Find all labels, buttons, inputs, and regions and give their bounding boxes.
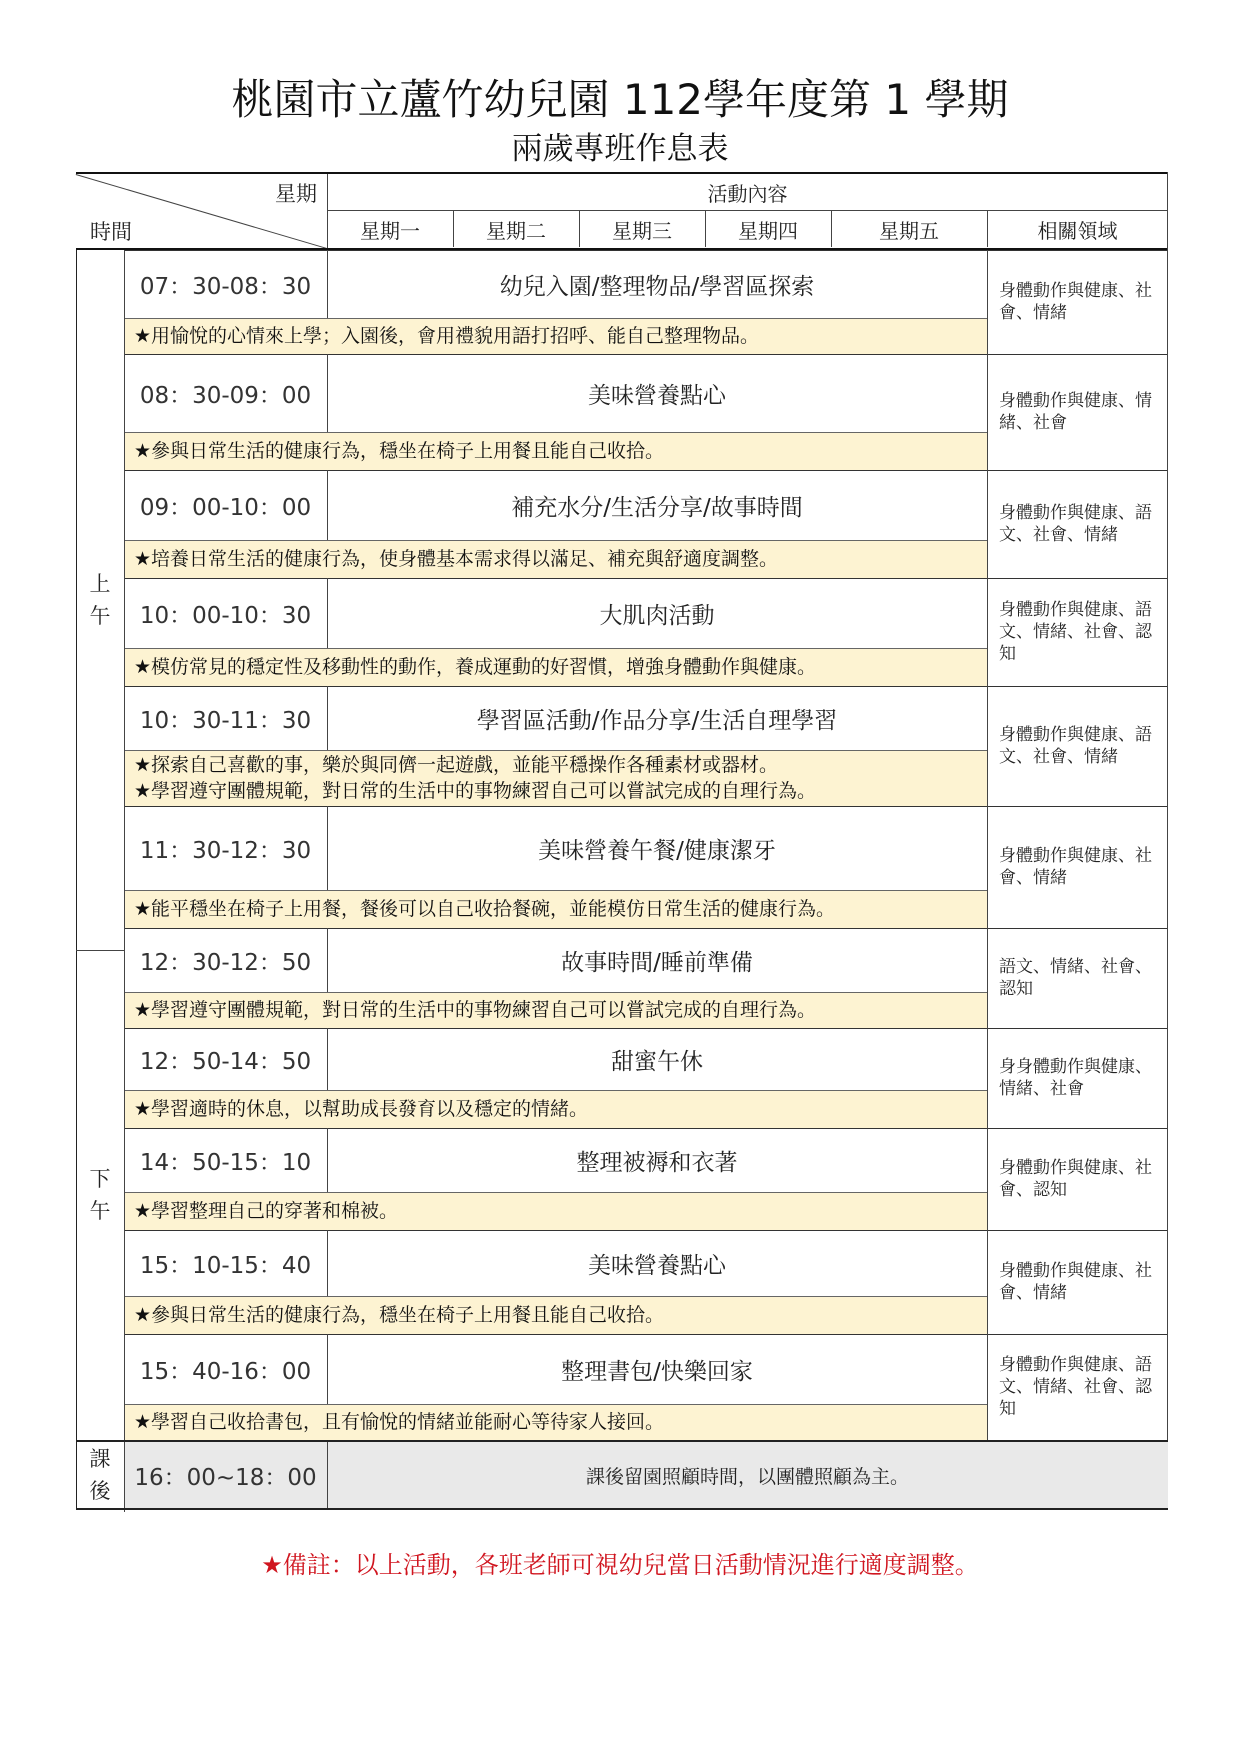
row-note-text: ★能平穩坐在椅子上用餐，餐後可以自己收拾餐碗，並能模仿日常生活的健康行為。 bbox=[134, 898, 836, 920]
time-activity-divider bbox=[327, 354, 328, 432]
row-domain: 身體動作與健康、語文、情緒、社會、認知 bbox=[999, 1355, 1152, 1419]
header-day-2: 星期二 bbox=[486, 218, 546, 243]
note-top-line bbox=[124, 890, 987, 891]
row-top-line bbox=[124, 1230, 1168, 1231]
row-time: 10：30-11：30 bbox=[139, 707, 312, 734]
row-note-text: ★培養日常生活的健康行為，使身體基本需求得以滿足、補充與舒適度調整。 bbox=[134, 548, 779, 570]
row-time: 07：30-08：30 bbox=[139, 273, 312, 300]
row-note-text: ★探索自己喜歡的事，樂於與同儕一起遊戲，並能平穩操作各種素材或器材。 bbox=[134, 754, 779, 776]
note-top-line bbox=[124, 750, 987, 751]
note-top-line bbox=[124, 648, 987, 649]
page-subtitle: 兩歲專班作息表 bbox=[511, 131, 729, 167]
table-bottom-border bbox=[76, 1508, 1168, 1510]
row-domain: 身體動作與健康、社會、情緒 bbox=[999, 281, 1152, 323]
row-top-line bbox=[124, 354, 1168, 355]
row-note-text: ★用愉悅的心情來上學；入園後，會用禮貌用語打招呼、能自己整理物品。 bbox=[134, 325, 760, 347]
row-activity: 補充水分/生活分享/故事時間 bbox=[511, 494, 803, 521]
row-time: 14：50-15：10 bbox=[139, 1149, 312, 1176]
row-note bbox=[124, 1192, 987, 1230]
row-note-text: ★學習遵守團體規範，對日常的生活中的事物練習自己可以嘗試完成的自理行為。 bbox=[134, 999, 817, 1021]
row-top-line bbox=[124, 470, 1168, 471]
row-top-line bbox=[124, 1028, 1168, 1029]
row-note bbox=[124, 1404, 987, 1440]
row-activity: 整理被褥和衣著 bbox=[576, 1149, 738, 1176]
row-domain: 語文、情緒、社會、認知 bbox=[999, 957, 1152, 999]
row-activity: 甜蜜午休 bbox=[611, 1048, 703, 1075]
row-time: 11：30-12：30 bbox=[139, 837, 312, 864]
period-after-school: 課後 bbox=[89, 1447, 111, 1503]
after-school-divider-2 bbox=[327, 1442, 328, 1508]
table-right-border bbox=[1167, 172, 1168, 1510]
row-note-text: ★學習遵守團體規範，對日常的生活中的事物練習自己可以嘗試完成的自理行為。 bbox=[134, 780, 817, 802]
row-domain: 身身體動作與健康、情緒、社會 bbox=[999, 1057, 1152, 1099]
after-school-time: 16：00~18：00 bbox=[124, 1442, 327, 1508]
schedule-table bbox=[76, 172, 1168, 1510]
row-note-text: ★學習自己收拾書包，且有愉悅的情緒並能耐心等待家人接回。 bbox=[134, 1411, 665, 1433]
time-activity-divider bbox=[327, 686, 328, 750]
row-top-line bbox=[124, 928, 1168, 929]
after-school-activity: 課後留園照顧時間，以團體照顧為主。 bbox=[327, 1442, 1168, 1508]
row-note bbox=[124, 540, 987, 578]
header-left-divider bbox=[327, 174, 328, 248]
time-activity-divider bbox=[327, 928, 328, 992]
period-afternoon: 下午 bbox=[89, 1167, 111, 1223]
time-activity-divider bbox=[327, 250, 328, 318]
row-domain: 身體動作與健康、語文、社會、情緒 bbox=[999, 503, 1152, 545]
row-top-line bbox=[124, 578, 1168, 579]
row-domain: 身體動作與健康、語文、社會、情緒 bbox=[999, 725, 1152, 767]
row-note bbox=[124, 750, 987, 806]
note-top-line bbox=[124, 1192, 987, 1193]
row-activity: 幼兒入園/整理物品/學習區探索 bbox=[499, 273, 815, 300]
header-day-4: 星期四 bbox=[738, 218, 798, 243]
row-domain: 身體動作與健康、社會、情緒 bbox=[999, 1261, 1152, 1303]
time-activity-divider bbox=[327, 578, 328, 648]
row-top-line bbox=[124, 250, 1168, 251]
row-note bbox=[124, 1090, 987, 1128]
row-time: 15：40-16：00 bbox=[139, 1358, 312, 1385]
row-activity: 整理書包/快樂回家 bbox=[561, 1358, 753, 1385]
row-domain: 身體動作與健康、社會、認知 bbox=[999, 1158, 1152, 1200]
row-note bbox=[124, 318, 987, 354]
time-activity-divider bbox=[327, 1334, 328, 1404]
row-note bbox=[124, 992, 987, 1028]
row-top-line bbox=[124, 1334, 1168, 1335]
time-activity-divider bbox=[327, 1230, 328, 1296]
time-activity-divider bbox=[327, 1128, 328, 1192]
note-top-line bbox=[124, 1090, 987, 1091]
row-domain: 身體動作與健康、情緒、社會 bbox=[999, 391, 1152, 433]
time-activity-divider bbox=[327, 806, 328, 890]
row-note bbox=[124, 1296, 987, 1334]
header-weekday-label: 星期 bbox=[275, 182, 317, 206]
header-activity-label: 活動內容 bbox=[707, 181, 788, 206]
footnote: ★備註：以上活動，各班老師可視幼兒當日活動情況進行適度調整。 bbox=[261, 1551, 979, 1579]
row-top-line bbox=[124, 806, 1168, 807]
row-time: 12：50-14：50 bbox=[139, 1048, 312, 1075]
period-morning: 上午 bbox=[89, 572, 111, 628]
row-time: 10：00-10：30 bbox=[139, 602, 312, 629]
note-top-line bbox=[124, 1296, 987, 1297]
row-note bbox=[124, 432, 987, 470]
note-top-line bbox=[124, 992, 987, 993]
time-activity-divider bbox=[327, 470, 328, 540]
row-domain: 身體動作與健康、語文、情緒、社會、認知 bbox=[999, 600, 1152, 664]
note-top-line bbox=[124, 540, 987, 541]
header-domain-label: 相關領域 bbox=[1037, 218, 1118, 243]
row-note-text: ★模仿常見的穩定性及移動性的動作，養成運動的好習慣，增強身體動作與健康。 bbox=[134, 656, 817, 678]
header-day-3: 星期三 bbox=[612, 218, 672, 243]
row-activity: 美味營養午餐/健康潔牙 bbox=[538, 837, 776, 864]
row-time: 08：30-09：00 bbox=[139, 382, 312, 409]
time-activity-divider bbox=[327, 1028, 328, 1090]
row-activity: 美味營養點心 bbox=[588, 1252, 726, 1279]
after-school-divider bbox=[124, 1442, 125, 1508]
row-note bbox=[124, 890, 987, 928]
row-time: 12：30-12：50 bbox=[139, 949, 312, 976]
header-day-5: 星期五 bbox=[879, 218, 939, 243]
row-note-text: ★學習適時的休息，以幫助成長發育以及穩定的情緒。 bbox=[134, 1098, 589, 1120]
header-time-label: 時間 bbox=[90, 220, 132, 244]
row-note bbox=[124, 648, 987, 686]
note-top-line bbox=[124, 1404, 987, 1405]
row-time: 15：10-15：40 bbox=[139, 1252, 312, 1279]
row-activity: 大肌肉活動 bbox=[599, 602, 715, 629]
row-top-line bbox=[124, 686, 1168, 687]
row-activity: 學習區活動/作品分享/生活自理學習 bbox=[476, 707, 838, 734]
row-note-text: ★參與日常生活的健康行為，穩坐在椅子上用餐且能自己收拾。 bbox=[134, 1304, 665, 1326]
header-day-1: 星期一 bbox=[360, 218, 420, 243]
note-top-line bbox=[124, 318, 987, 319]
row-activity: 故事時間/睡前準備 bbox=[561, 949, 753, 976]
row-time: 09：00-10：00 bbox=[139, 494, 312, 521]
note-top-line bbox=[124, 432, 987, 433]
page-title: 桃園市立蘆竹幼兒園 112學年度第 1 學期 bbox=[231, 75, 1009, 124]
domain-divider bbox=[987, 250, 988, 1440]
row-top-line bbox=[124, 1128, 1168, 1129]
row-note-text: ★參與日常生活的健康行為，穩坐在椅子上用餐且能自己收拾。 bbox=[134, 440, 665, 462]
row-activity: 美味營養點心 bbox=[588, 382, 726, 409]
row-domain: 身體動作與健康、社會、情緒 bbox=[999, 846, 1152, 888]
row-note-text: ★學習整理自己的穿著和棉被。 bbox=[134, 1200, 399, 1222]
period-divider bbox=[124, 250, 125, 1512]
